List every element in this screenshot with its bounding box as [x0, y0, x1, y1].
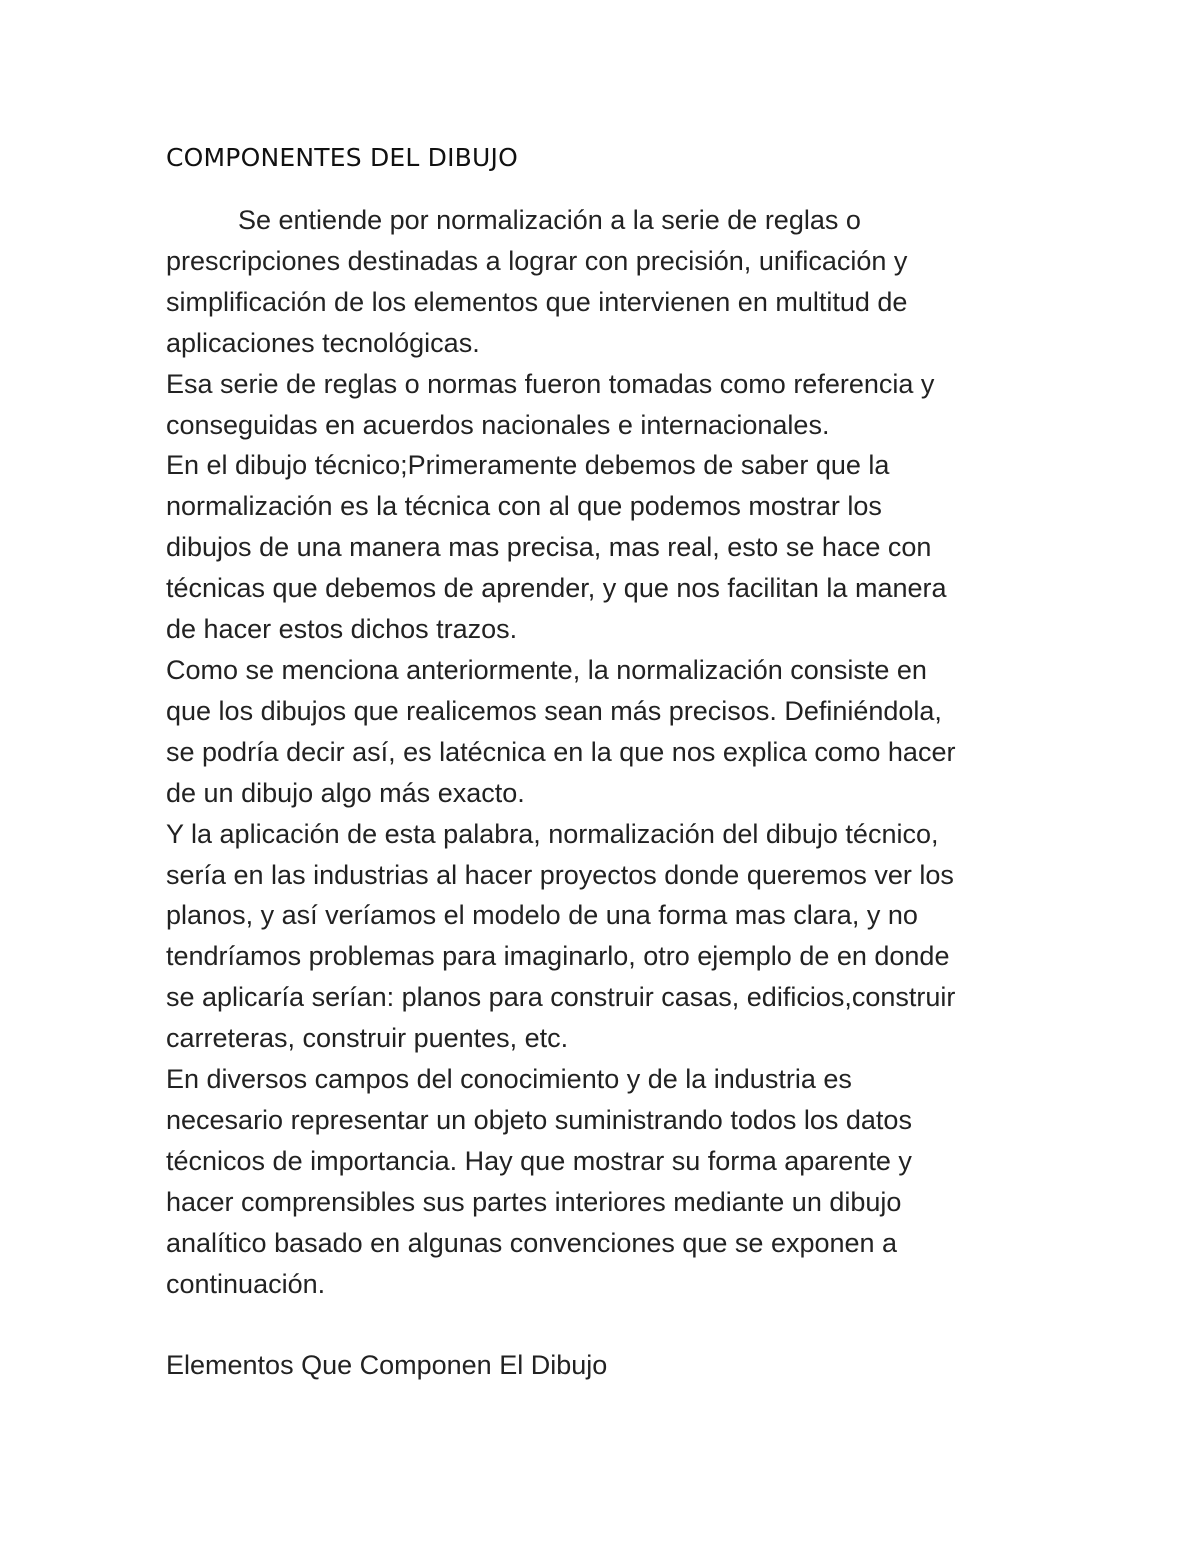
text-line: Y la aplicación de esta palabra, normalización del dibujo técnico, — [166, 818, 939, 849]
text-line: hacer comprensibles sus partes interiores mediante un dibujo — [166, 1186, 902, 1217]
text-line: de hacer estos dichos trazos. — [166, 614, 518, 645]
text-line: aplicaciones tecnológicas. — [166, 327, 480, 358]
text-line: Se entiende por normalización a la serie de reglas o — [238, 205, 861, 235]
text-line: técnicos de importancia. Hay que mostrar su forma aparente y — [166, 1145, 912, 1176]
text-line: técnicas que debemos de aprender, y que nos facilitan la manera — [166, 573, 947, 604]
text-line: de un dibujo algo más exacto. — [166, 777, 525, 808]
text-line: dibujos de una manera mas precisa, mas real, esto se hace con — [166, 532, 932, 563]
text-line: normalización es la técnica con al que podemos mostrar los — [166, 491, 882, 522]
text-line: planos, y así veríamos el modelo de una forma mas clara, y no — [166, 900, 918, 931]
document-body — [166, 200, 1046, 1386]
text-line: Como se menciona anteriormente, la normalización consiste en — [166, 654, 927, 685]
text-line: sería en las industrias al hacer proyectos donde queremos ver los — [166, 859, 954, 890]
text-line: se podría decir así, es latécnica en la que nos explica como hacer — [166, 736, 956, 767]
text-line: que los dibujos que realicemos sean más precisos. Definiéndola, — [166, 695, 942, 726]
text-line: conseguidas en acuerdos nacionales e internacionales. — [166, 409, 830, 440]
text-line: necesario representar un objeto suministrando todos los datos — [166, 1104, 912, 1135]
blank-line — [166, 1304, 1046, 1345]
document-title: COMPONENTES DEL DIBUJO — [166, 143, 518, 172]
text-line: simplificación de los elementos que intervienen en multitud de — [166, 286, 908, 317]
text-line: carreteras, construir puentes, etc. — [166, 1023, 569, 1054]
section-subheading: Elementos Que Componen El Dibujo — [166, 1350, 608, 1381]
text-line: En diversos campos del conocimiento y de la industria es — [166, 1064, 852, 1095]
text-line: prescripciones destinadas a lograr con precisión, unificación y — [166, 245, 908, 276]
text-line: En el dibujo técnico;Primeramente debemos de saber que la — [166, 450, 890, 481]
text-line: se aplicaría serían: planos para construir casas, edificios,construir — [166, 982, 956, 1013]
text-line: tendríamos problemas para imaginarlo, otro ejemplo de en donde — [166, 941, 950, 972]
text-line: Esa serie de reglas o normas fueron tomadas como referencia y — [166, 368, 935, 399]
text-line: continuación. — [166, 1268, 326, 1299]
text-line: analítico basado en algunas convenciones que se exponen a — [166, 1227, 898, 1258]
